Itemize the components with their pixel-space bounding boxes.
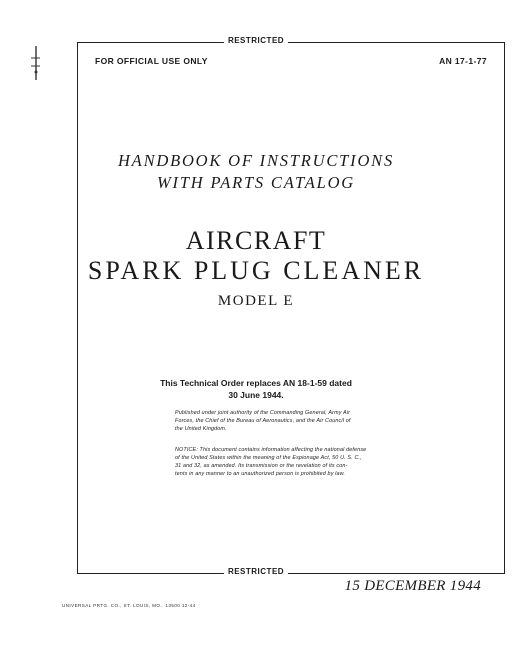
title-line-2: SPARK PLUG CLEANER — [87, 256, 425, 285]
publication-date: 15 DECEMBER 1944 — [344, 578, 481, 594]
paragraph-line: tents in any manner to an unauthorized person is prohibited by law. — [175, 471, 346, 477]
replaces-line: 30 June 1944. — [228, 390, 284, 400]
title-line-1: AIRCRAFT — [185, 226, 327, 255]
restricted-marking-bottom: RESTRICTED — [224, 567, 288, 577]
paragraph-line: Published under joint authority of the Commanding General, Army Air — [175, 410, 351, 416]
restricted-marking-top: RESTRICTED — [224, 36, 288, 46]
published-paragraph — [175, 409, 418, 433]
document-number: AN 17-1-77 — [439, 56, 487, 66]
paragraph-line: NOTICE: This document contains information affecting the national defense — [175, 447, 367, 453]
paragraph-line: Forces, the Chief of the Bureau of Aeronautics, and the Air Council of — [175, 418, 351, 424]
margin-mark-icon — [28, 44, 42, 84]
handbook-line: WITH PARTS CATALOG — [156, 173, 356, 192]
replaces-notice — [0, 377, 512, 401]
official-use-label: FOR OFFICIAL USE ONLY — [95, 56, 208, 66]
paragraph-line: 31 and 32, as amended. Its transmission or the revelation of its con- — [175, 463, 348, 469]
printer-imprint: UNIVERSAL PRTG. CO., ST. LOUIS, MO.. 13500 12-44 — [62, 603, 196, 608]
model-label: MODEL E — [217, 293, 295, 309]
handbook-heading — [0, 150, 512, 194]
notice-paragraph — [175, 446, 418, 478]
handbook-line: HANDBOOK OF INSTRUCTIONS — [117, 151, 395, 170]
paragraph-line: of the United States within the meaning of the Espionage Act, 50 U. S. C., — [175, 455, 362, 461]
paragraph-line: the United Kingdom. — [175, 426, 227, 432]
replaces-line: This Technical Order replaces AN 18-1-59 dated — [160, 378, 352, 388]
